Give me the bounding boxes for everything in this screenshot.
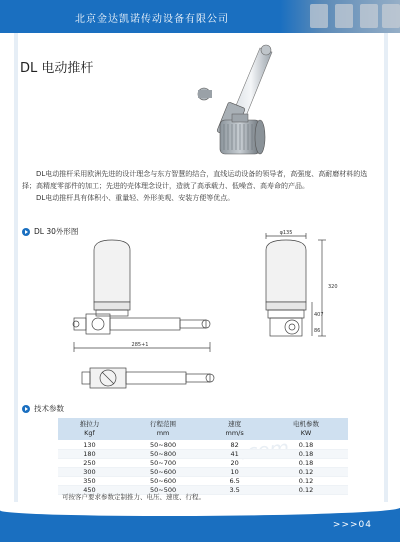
- spec-section-title: 技术参数: [34, 404, 64, 413]
- dim-length-label: 285+1: [131, 342, 149, 348]
- dim-a-label: 407: [314, 312, 324, 318]
- header-stroke: 行程范围 mm: [121, 418, 205, 441]
- table-cell: 20: [205, 459, 264, 468]
- table-cell: 50~800: [121, 450, 205, 459]
- table-row: [58, 468, 348, 477]
- table-row: [58, 441, 348, 450]
- play-bullet-icon: [22, 228, 30, 236]
- spec-table-header-row: [58, 418, 348, 441]
- table-cell: 0.18: [264, 441, 348, 450]
- table-cell: 10: [205, 468, 264, 477]
- header-motor: 电机参数 KW: [264, 418, 348, 441]
- table-cell: 50~700: [121, 459, 205, 468]
- page-number: >>>04: [332, 520, 372, 530]
- product-title: DL 电动推杆: [20, 61, 94, 76]
- table-cell: 0.12: [264, 477, 348, 486]
- dim-width-label: φ135: [279, 230, 293, 236]
- custom-order-note: 可按客户要求参数定制推力、电压、速度、行程。: [62, 493, 205, 501]
- table-cell: 250: [58, 459, 121, 468]
- play-bullet-icon: [22, 405, 30, 413]
- table-row: [58, 477, 348, 486]
- table-cell: 300: [58, 468, 121, 477]
- spec-section-heading: [22, 403, 64, 414]
- table-cell: 50~500: [121, 486, 205, 495]
- table-cell: 450: [58, 486, 121, 495]
- table-cell: 0.12: [264, 486, 348, 495]
- table-cell: 82: [205, 441, 264, 450]
- header-speed: 速度 mm/s: [205, 418, 264, 441]
- intro-text: [22, 168, 378, 204]
- left-margin-stripe: [14, 33, 18, 523]
- table-cell: 50~600: [121, 468, 205, 477]
- table-cell: 350: [58, 477, 121, 486]
- table-row: [58, 459, 348, 468]
- product-photo: [190, 42, 300, 164]
- table-cell: 50~800: [121, 441, 205, 450]
- header-photo-strip: [280, 0, 400, 33]
- table-cell: 50~600: [121, 477, 205, 486]
- table-cell: 3.5: [205, 486, 264, 495]
- table-cell: 41: [205, 450, 264, 459]
- table-cell: 6.5: [205, 477, 264, 486]
- spec-table: [58, 418, 348, 495]
- header-force: 推拉力 Kgf: [58, 418, 121, 441]
- table-cell: 0.12: [264, 468, 348, 477]
- table-cell: 180: [58, 450, 121, 459]
- dim-height-label: 320: [328, 284, 338, 290]
- company-name: 北京金达凯诺传动设备有限公司: [75, 14, 229, 25]
- dim-b-label: 86: [314, 328, 321, 334]
- drawing-section-title: DL 30外形图: [34, 227, 79, 236]
- outline-drawing: [60, 230, 350, 400]
- intro-paragraph-1: DL电动推杆采用欧洲先进的设计理念与东方智慧的结合，直线运动设备的领导者，高强度、高耐磨材料的选择；高精度零部件的加工；先进的壳体理念设计，造就了高承载力、低噪音、高寿命的产品。: [22, 170, 368, 190]
- table-cell: 0.18: [264, 459, 348, 468]
- header-band: [0, 0, 400, 33]
- right-margin-stripe: [384, 33, 388, 523]
- intro-paragraph-2: DL电动推杆具有体积小、重量轻、外形美观、安装方便等优点。: [36, 194, 235, 202]
- table-cell: 130: [58, 441, 121, 450]
- table-cell: 0.18: [264, 450, 348, 459]
- table-row: [58, 450, 348, 459]
